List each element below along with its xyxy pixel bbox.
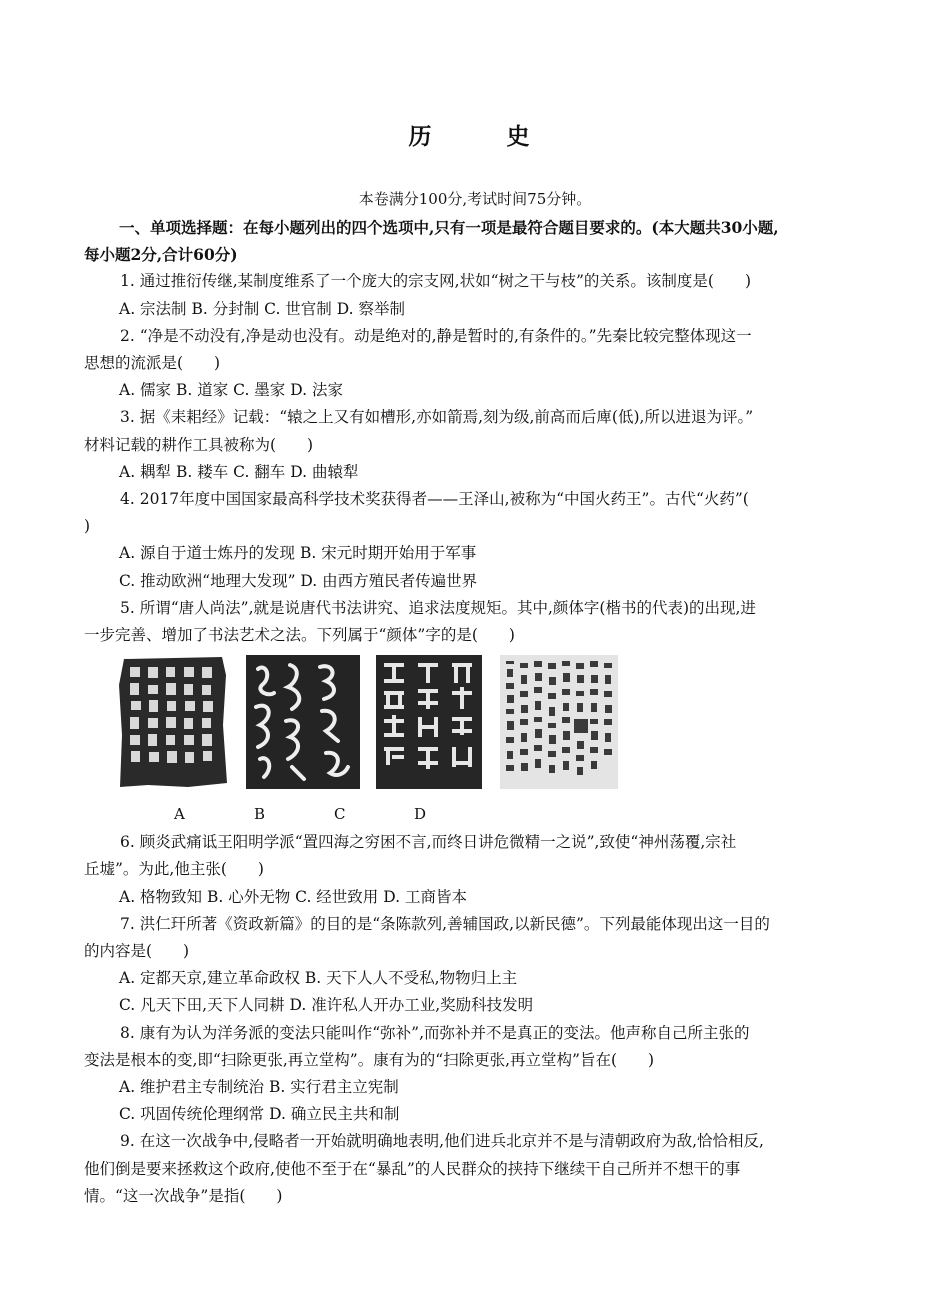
calligraphy-image-c [376, 655, 482, 789]
calligraphy-image-d [500, 655, 618, 789]
q8-stem: 8. 康有为认为洋务派的变法只能叫作“弥补”,而弥补并不是真正的变法。他声称自己所主张的 [120, 1023, 750, 1042]
image-label-c: C [334, 805, 346, 824]
calligraphy-images [84, 655, 868, 801]
calligraphy-image-a [118, 655, 228, 789]
calligraphy-image-b [246, 655, 360, 789]
q7-stem: 7. 洪仁玕所著《资政新篇》的目的是“条陈款列,善辅国政,以新民德”。下列最能体现出这一目的 [120, 914, 770, 933]
q6-options: A. 格物致知 B. 心外无物 C. 经世致用 D. 工商皆本 [119, 887, 467, 906]
q8-options-2: C. 巩固传统伦理纲常 D. 确立民主共和制 [119, 1105, 400, 1124]
q1-stem: 1. 通过推衍传继,某制度维系了一个庞大的宗支网,状如“树之干与枝”的关系。该制度是( ) [120, 272, 752, 291]
q3-stem: 3. 据《耒耜经》记载：“辕之上又有如槽形,亦如箭焉,刻为级,前高而后庳(低),所以进退为评。” [120, 408, 754, 427]
page-title: 历 史 [408, 123, 556, 150]
q2-stem-cont: 思想的流派是( ) [84, 354, 221, 373]
q9-stem-cont: 他们倒是要来拯救这个政府,使他不至于在“暴乱”的人民群众的挟持下继续干自己所并不想干的事 [84, 1159, 741, 1178]
q9-stem-cont-2: 情。“这一次战争”是指( ) [84, 1186, 283, 1205]
q4-stem-cont: ) [84, 517, 91, 536]
q5-stem-cont: 一步完善、增加了书法艺术之法。下列属于“颜体”字的是( ) [84, 626, 515, 645]
q8-stem-cont: 变法是根本的变,即“扫除更张,再立堂构”。康有为的“扫除更张,再立堂构”旨在( ) [84, 1050, 655, 1069]
section-heading-cont: 每小题2分,合计60分) [84, 245, 238, 265]
q3-options: A. 耦犁 B. 耧车 C. 翻车 D. 曲辕犁 [119, 462, 359, 481]
q7-stem-cont: 的内容是( ) [84, 942, 190, 961]
image-label-b: B [254, 805, 266, 824]
q8-options-1: A. 维护君主专制统治 B. 实行君主立宪制 [119, 1078, 399, 1097]
exam-content [84, 214, 868, 1210]
q2-options: A. 儒家 B. 道家 C. 墨家 D. 法家 [119, 381, 343, 400]
q4-options-2: C. 推动欧洲“地理大发现” D. 由西方殖民者传遍世界 [119, 571, 478, 590]
q3-stem-cont: 材料记载的耕作工具被称为( ) [84, 435, 314, 454]
q6-stem: 6. 顾炎武痛诋王阳明学派“置四海之穷困不言,而终日讲危微精一之说”,致使“神州荡覆,宗社 [120, 833, 737, 852]
q2-stem: 2. “净是不动没有,净是动也没有。动是绝对的,静是暂时的,有条件的。”先秦比较完整体现这一 [120, 326, 752, 345]
image-label-a: A [174, 805, 185, 824]
section-heading: 一、单项选择题：在每小题列出的四个选项中,只有一项是最符合题目要求的。(本大题共30小题, [119, 218, 779, 237]
q5-stem: 5. 所谓“唐人尚法”,就是说唐代书法讲究、追求法度规矩。其中,颜体字(楷书的代表)的出现,进 [120, 598, 756, 617]
q4-stem: 4. 2017年度中国国家最高科学技术奖获得者——王泽山,被称为“中国火药王”。古代“火药”( [120, 490, 749, 509]
q1-options: A. 宗法制 B. 分封制 C. 世官制 D. 察举制 [119, 299, 405, 318]
q6-stem-cont: 丘墟”。为此,他主张( ) [84, 860, 264, 879]
q7-options-2: C. 凡天下田,天下人同耕 D. 准许私人开办工业,奖励科技发明 [119, 996, 534, 1015]
image-label-d: D [414, 805, 427, 824]
exam-intro: 本卷满分100分,考试时间75分钟。 [358, 190, 592, 208]
calligraphy-labels [84, 801, 868, 829]
q7-options-1: A. 定都天京,建立革命政权 B. 天下人人不受私,物物归上主 [119, 969, 518, 988]
q4-options-1: A. 源自于道士炼丹的发现 B. 宋元时期开始用于军事 [119, 544, 477, 563]
q9-stem: 9. 在这一次战争中,侵略者一开始就明确地表明,他们进兵北京并不是与清朝政府为敌,恰恰相反, [120, 1132, 764, 1151]
